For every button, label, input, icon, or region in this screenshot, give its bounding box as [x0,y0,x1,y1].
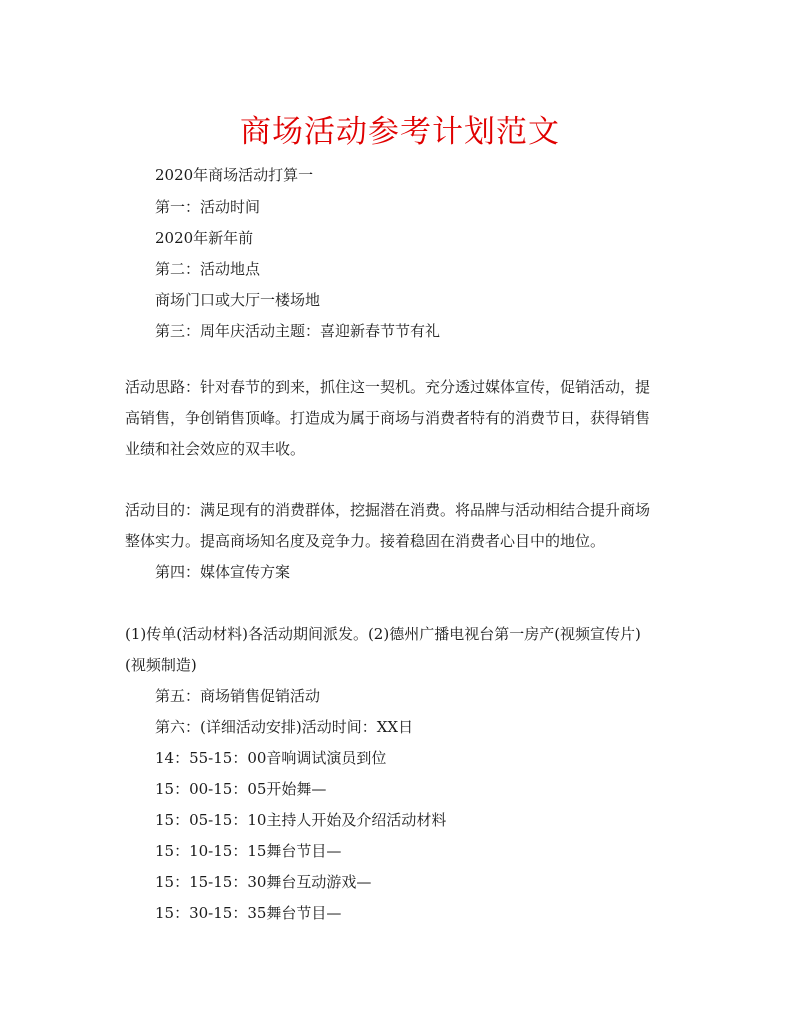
text-line: (视频制造) [125,656,197,674]
text-line: 第四：媒体宣传方案 [155,563,291,581]
text-line: 15：10-15：15舞台节目— [155,842,342,860]
text-line: 活动目的：满足现有的消费群体，挖掘潜在消费。将品牌与活动相结合提升商场 [125,501,651,519]
text-line: 第二：活动地点 [155,260,261,278]
text-line: 2020年新年前 [155,229,254,247]
text-line: 15：00-15：05开始舞— [155,780,327,798]
text-line: 15：05-15：10主持人开始及介绍活动材料 [155,811,447,829]
text-line: 14：55-15：00音响调试演员到位 [155,749,387,767]
text-line: 15：15-15：30舞台互动游戏— [155,873,372,891]
document-title: 商场活动参考计划范文 [240,114,560,150]
text-line: 商场门口或大厅一楼场地 [155,291,321,309]
text-line: 第五：商场销售促销活动 [155,687,321,705]
text-line: 整体实力。提高商场知名度及竞争力。接着稳固在消费者心目中的地位。 [125,532,606,550]
text-line: 2020年商场活动打算一 [155,166,314,184]
text-line: (1)传单(活动材料)各活动期间派发。(2)德州广播电视台第一房产(视频宣传片) [125,625,641,643]
text-line: 高销售，争创销售顶峰。打造成为属于商场与消费者特有的消费节日，获得销售 [125,409,651,427]
text-line: 第三：周年庆活动主题：喜迎新春节节有礼 [155,322,441,340]
text-line: 第六：(详细活动安排)活动时间：XX日 [155,718,414,736]
text-line: 15：30-15：35舞台节目— [155,904,342,922]
text-line: 第一：活动时间 [155,198,261,216]
text-line: 业绩和社会效应的双丰收。 [125,440,306,458]
text-line: 活动思路：针对春节的到来，抓住这一契机。充分透过媒体宣传，促销活动，提 [125,378,651,396]
